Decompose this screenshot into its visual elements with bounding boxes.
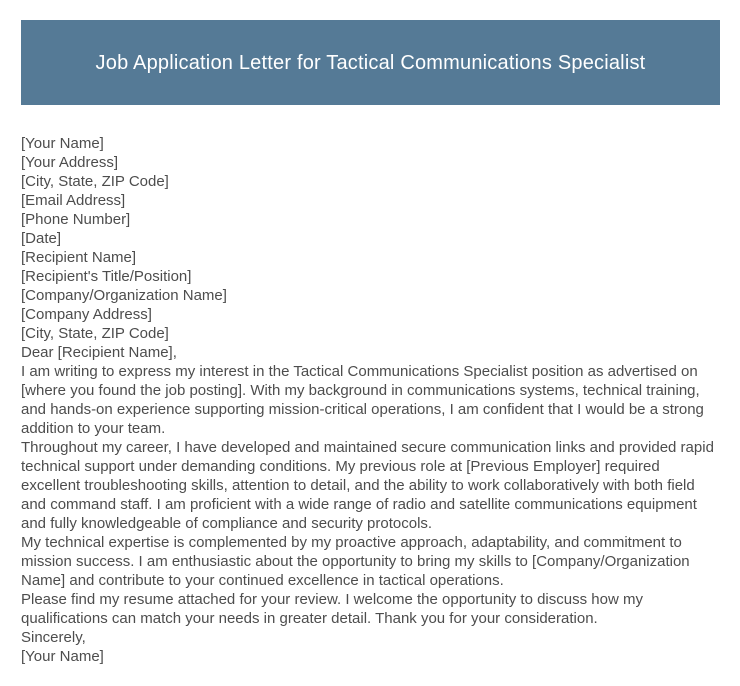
letter-line: My technical expertise is complemented by my proactive approach, adaptability, and commitment to mission success. I am enthusiastic about the opportunity to bring my skills to [Company/Organization Name] and contribute to your continued excellence in tactical operations.: [21, 534, 690, 589]
letter-body: [21, 134, 722, 666]
letter-line: [Your Name]: [21, 648, 104, 665]
letter-line: Sincerely,: [21, 629, 86, 646]
letter-line: [Email Address]: [21, 192, 126, 209]
letter-line: Please find my resume attached for your review. I welcome the opportunity to discuss how my qualifications can match your needs in greater detail. Thank you for your consideration.: [21, 591, 643, 627]
letter-line: [City, State, ZIP Code]: [21, 173, 169, 190]
letter-line: Throughout my career, I have developed and maintained secure communication links and provided rapid technical support under demanding conditions. My previous role at [Previous Employer] required excellent troubleshooting skills, attention to detail, and the ability to work collaboratively with both field and command staff. I am proficient with a wide range of radio and satellite communications equipment and fully knowledgeable of compliance and security protocols.: [21, 439, 714, 532]
letter-line: [Date]: [21, 230, 62, 247]
letter-line: [Phone Number]: [21, 211, 131, 228]
letter-line: [Company/Organization Name]: [21, 287, 227, 304]
page-title-banner: [21, 20, 720, 105]
page-title: Job Application Letter for Tactical Communications Specialist: [95, 51, 646, 74]
letter-line: I am writing to express my interest in the Tactical Communications Specialist position as advertised on [where you found the job posting]. With my background in communications systems, technical training, and hands-on experience supporting mission-critical operations, I am confident that I would be a strong addition to your team.: [21, 363, 704, 437]
letter-line: Dear [Recipient Name],: [21, 344, 177, 361]
letter-line: [City, State, ZIP Code]: [21, 325, 169, 342]
letter-line: [Recipient Name]: [21, 249, 137, 266]
letter-line: [Company Address]: [21, 306, 152, 323]
letter-line: [Recipient's Title/Position]: [21, 268, 192, 285]
letter-line: [Your Address]: [21, 154, 119, 171]
letter-line: [Your Name]: [21, 135, 104, 152]
